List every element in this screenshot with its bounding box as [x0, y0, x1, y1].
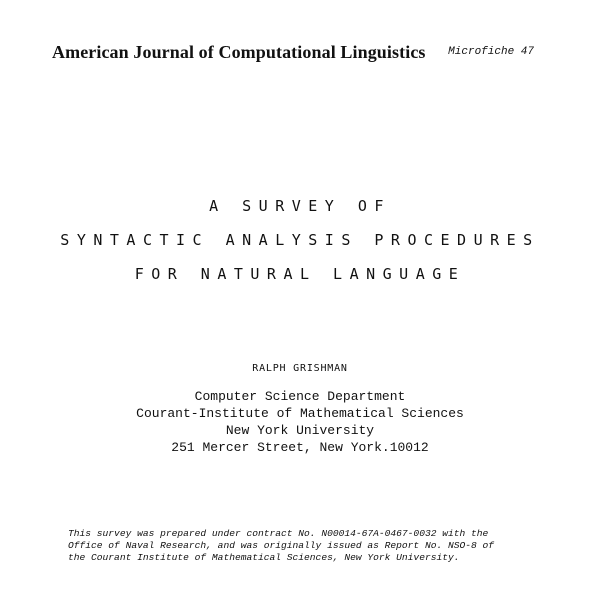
funding-footnote	[68, 528, 494, 564]
footnote-line-3: the Courant Institute of Mathematical Sciences, New York University.	[68, 552, 460, 563]
affiliation-university: New York University	[225, 423, 375, 438]
paper-title-line-3: FOR NATURAL LANGUAGE	[134, 265, 466, 283]
journal-title: American Journal of Computational Linguistics	[52, 42, 426, 62]
microfiche-label: Microfiche 47	[448, 46, 534, 58]
affiliation-institute: Courant-Institute of Mathematical Sciences	[136, 406, 464, 421]
author-name: RALPH GRISHMAN	[252, 363, 348, 374]
affiliation-block	[0, 388, 600, 456]
paper-title-line-2: SYNTACTIC ANALYSIS PROCEDURES	[60, 231, 540, 249]
footnote-line-1: This survey was prepared under contract No. N00014-67A-0467-0032 with the	[68, 528, 489, 539]
paper-title-line-1: A SURVEY OF	[209, 197, 391, 215]
affiliation-department: Computer Science Department	[194, 389, 406, 404]
footnote-line-2: Office of Naval Research, and was originally issued as Report No. NSO-8 of	[68, 540, 495, 551]
affiliation-address: 251 Mercer Street, New York.10012	[171, 440, 429, 455]
